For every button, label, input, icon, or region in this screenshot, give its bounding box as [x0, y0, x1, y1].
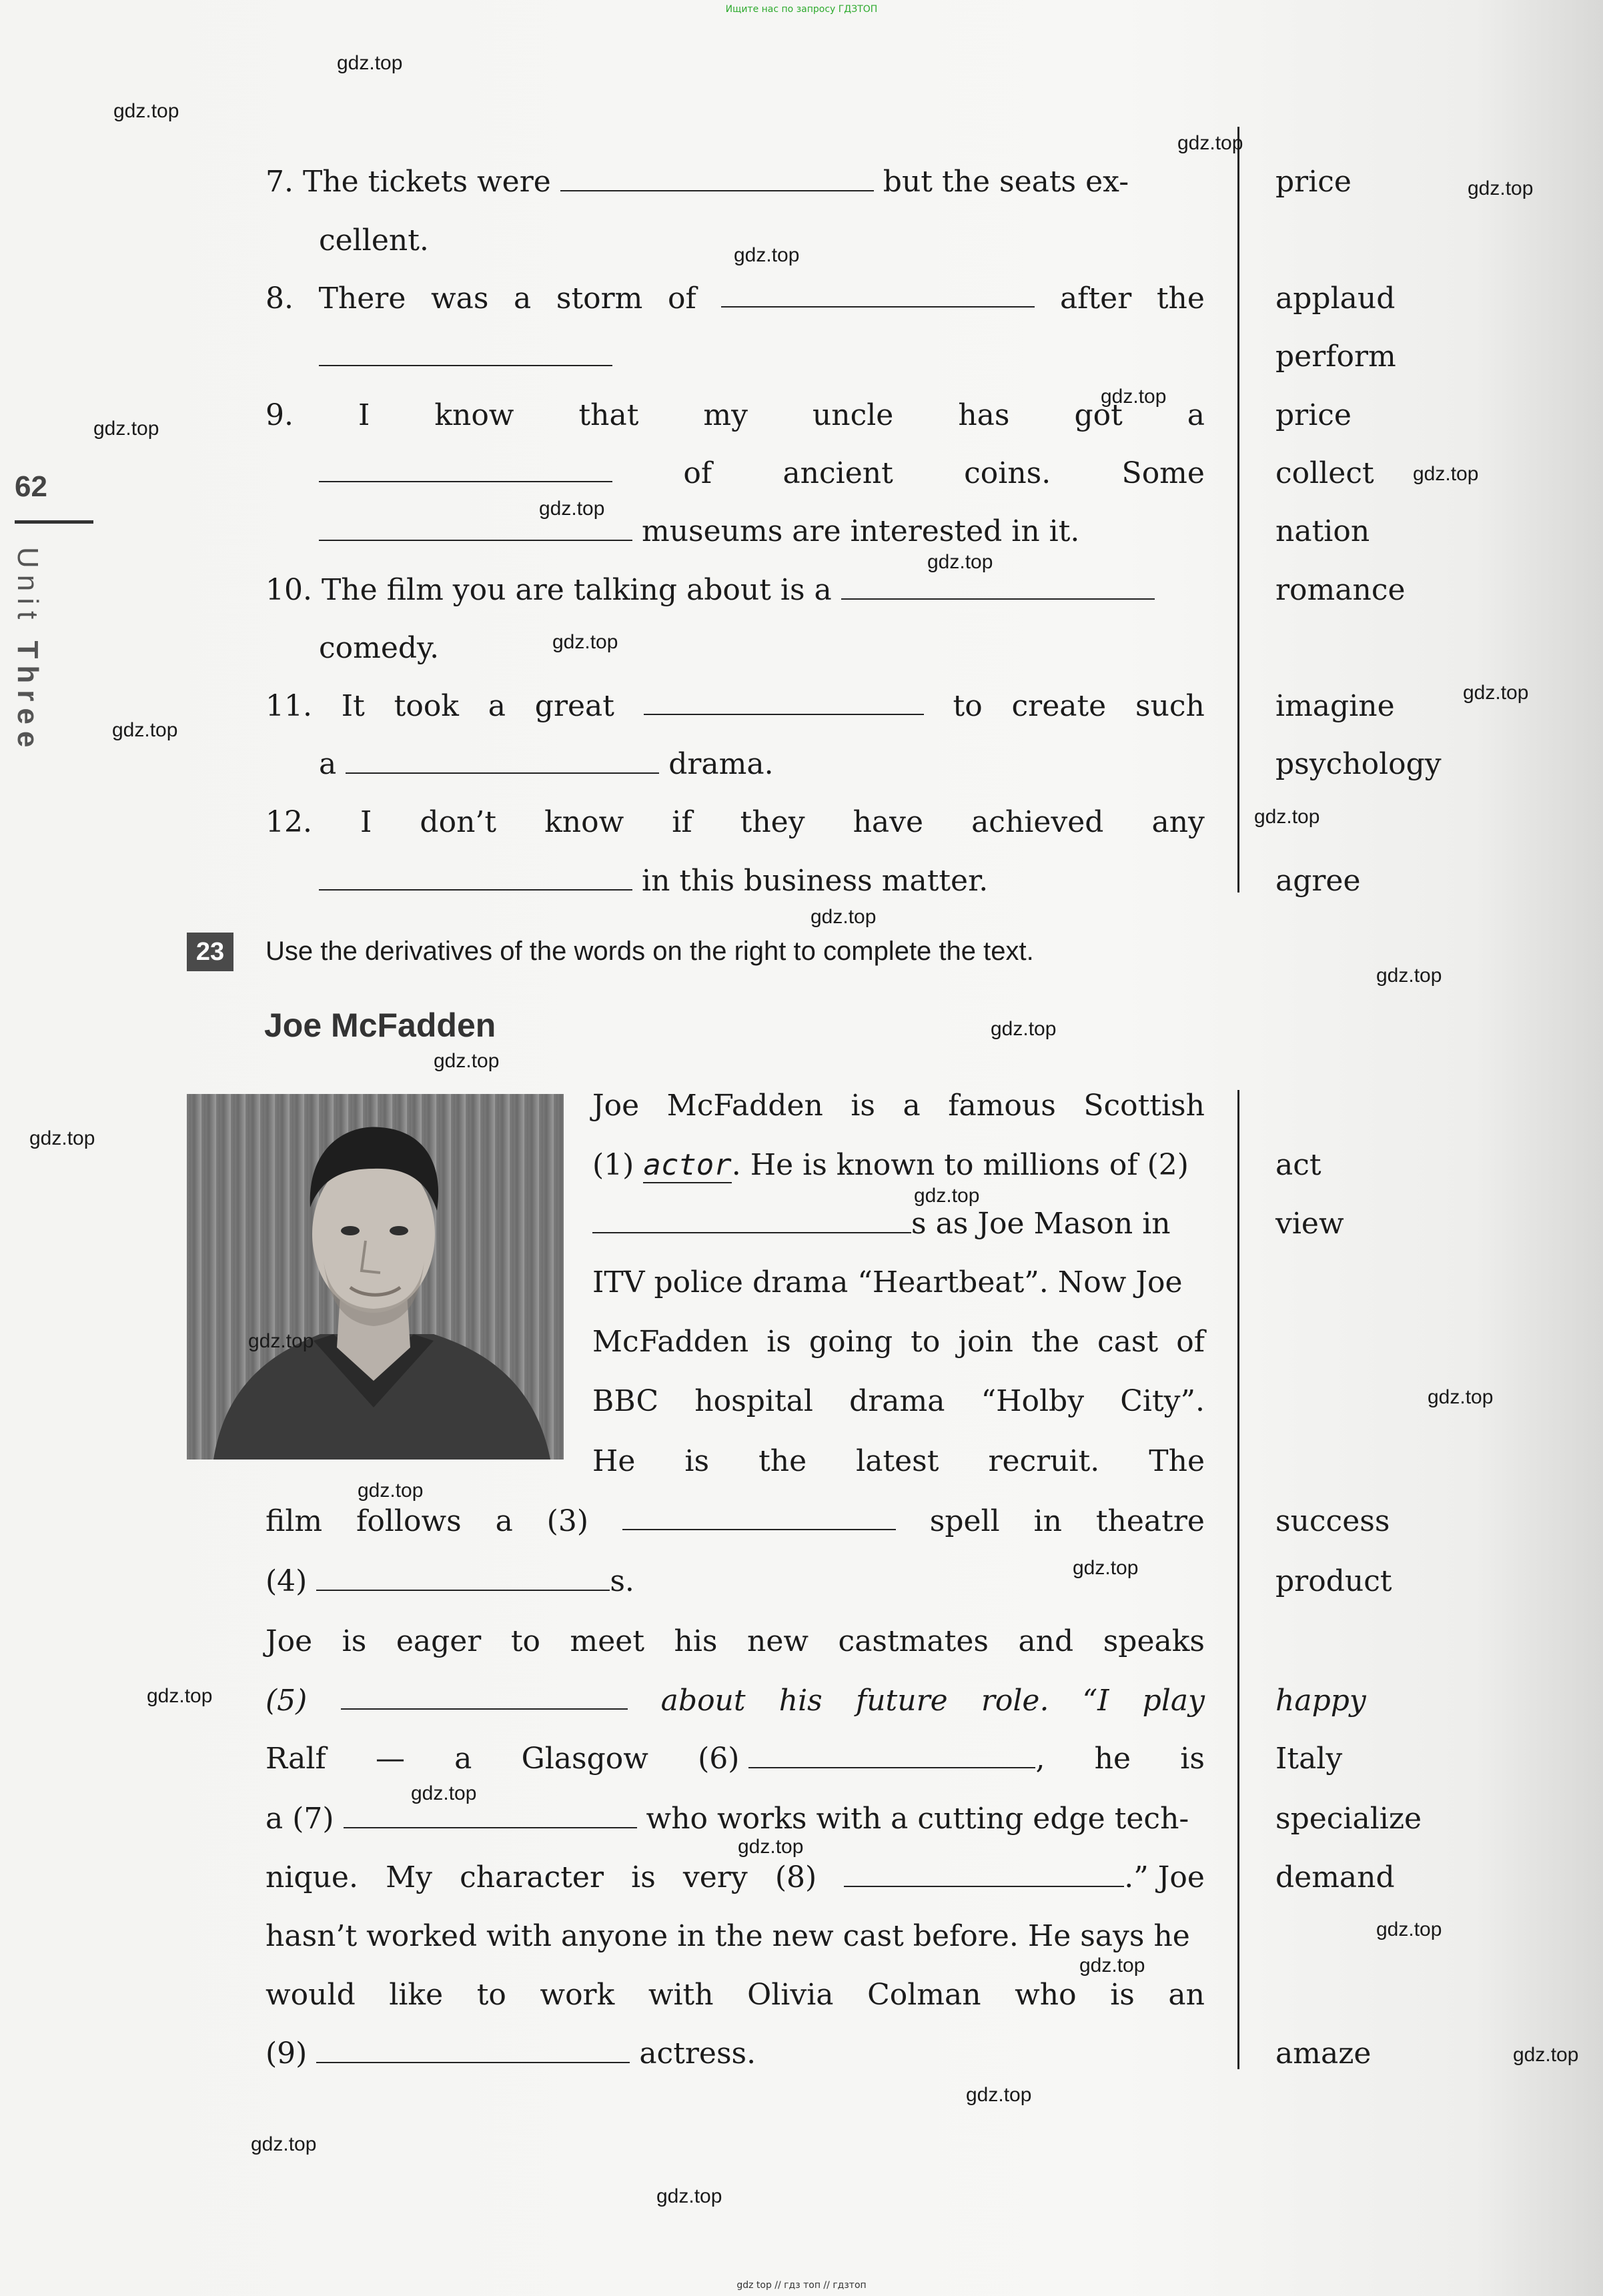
text: got: [1074, 398, 1123, 432]
answer-blank[interactable]: [346, 743, 659, 774]
watermark: gdz.top: [734, 244, 800, 266]
text: eager: [396, 1624, 482, 1658]
text: future: [855, 1684, 948, 1718]
word-cue: view: [1275, 1207, 1344, 1241]
ex23-line: [265, 1560, 1205, 1604]
ex23-line: [265, 1620, 1205, 1664]
word-cue: applaud: [1275, 281, 1396, 316]
text: about: [660, 1684, 746, 1718]
answer-blank[interactable]: [341, 1679, 628, 1710]
text: Olivia: [747, 1978, 834, 2012]
watermark: gdz.top: [251, 2133, 317, 2155]
text: of: [1176, 1325, 1205, 1359]
ex23-line: [265, 1500, 1205, 1544]
watermark: gdz.top: [1468, 177, 1534, 199]
text: a (7): [265, 1802, 334, 1836]
answer-blank[interactable]: [319, 336, 612, 366]
text: is: [851, 1089, 875, 1123]
text: 10. The film you are talking about is a: [265, 573, 832, 607]
text: work: [540, 1978, 615, 2012]
text: Glasgow: [521, 1742, 648, 1776]
ex22-line-10: [265, 568, 1205, 612]
text: cast: [1097, 1325, 1159, 1359]
watermark: gdz.top: [1463, 682, 1529, 704]
text: coins.: [964, 456, 1051, 490]
text: It: [341, 689, 365, 723]
text: who works with a cutting edge tech-: [646, 1802, 1189, 1836]
text: My: [386, 1860, 432, 1894]
ex22-line-12-cont: [319, 859, 1258, 903]
watermark: gdz.top: [1101, 386, 1167, 408]
text: comedy.: [319, 631, 440, 665]
watermark: gdz.top: [113, 100, 179, 122]
watermark: gdz.top: [1073, 1557, 1139, 1579]
text: a: [495, 1504, 513, 1538]
text: an: [1168, 1978, 1205, 2012]
text: Some: [1121, 456, 1205, 490]
text: a: [319, 747, 337, 781]
text: —: [375, 1742, 405, 1776]
text: s as Joe Mason in: [911, 1207, 1171, 1241]
watermark: gdz.top: [1428, 1386, 1494, 1408]
watermark: gdz.top: [966, 2084, 1032, 2106]
watermark: gdz.top: [1413, 463, 1479, 485]
text: in this business matter.: [642, 864, 989, 898]
text: is: [1180, 1742, 1205, 1776]
word-cue: price: [1275, 165, 1352, 199]
text: follows: [356, 1504, 462, 1538]
watermark: gdz.top: [811, 906, 877, 928]
text: Scottish: [1083, 1089, 1205, 1123]
text: his: [674, 1624, 718, 1658]
text: after: [1059, 281, 1132, 316]
text: the: [1156, 281, 1205, 316]
text: in: [1033, 1504, 1062, 1538]
word-cue: demand: [1275, 1860, 1395, 1894]
word-cue: collect: [1275, 456, 1374, 490]
text: famous: [948, 1089, 1056, 1123]
watermark: gdz.top: [738, 1836, 804, 1858]
text: know: [544, 805, 624, 839]
text: ancient: [782, 456, 893, 490]
text: .” Joe: [1124, 1860, 1205, 1894]
watermark: gdz.top: [1376, 965, 1442, 987]
watermark: gdz.top: [147, 1685, 213, 1707]
text: very: [682, 1860, 748, 1894]
watermark: gdz.top: [29, 1127, 95, 1149]
text: drama.: [668, 747, 774, 781]
answer-blank[interactable]: [644, 684, 924, 715]
text: film: [265, 1504, 323, 1538]
bottom-banner: gdz top // гдз топ // гдзтоп: [736, 2280, 867, 2291]
watermark: gdz.top: [1254, 806, 1320, 828]
ex22-line-9: [265, 394, 1205, 438]
page-number-rule: [15, 520, 93, 524]
watermark: gdz.top: [93, 418, 159, 440]
ex22-line-9-cont: [319, 452, 1205, 496]
word-cue: price: [1275, 398, 1352, 432]
ex23-line: [592, 1143, 1205, 1187]
answer-blank[interactable]: [319, 452, 612, 482]
text: of: [667, 281, 696, 316]
text: Joe: [265, 1624, 313, 1658]
text: (5): [265, 1684, 308, 1718]
text: (4): [265, 1564, 308, 1598]
word-cue: amaze: [1275, 2037, 1372, 2071]
watermark: gdz.top: [914, 1185, 980, 1207]
text: is: [766, 1325, 791, 1359]
ex23-line: [265, 1679, 1205, 1723]
text: have: [853, 805, 924, 839]
text: hospital: [694, 1384, 813, 1418]
text: his: [778, 1684, 823, 1718]
ex23-line: [265, 1914, 1205, 1958]
watermark: gdz.top: [434, 1050, 500, 1072]
word-cue: success: [1275, 1504, 1390, 1538]
watermark: gdz.top: [248, 1330, 314, 1352]
text: a: [488, 689, 506, 723]
article-title: Joe McFadden: [264, 1007, 496, 1044]
watermark: gdz.top: [539, 498, 605, 520]
ex22-line-8: [265, 277, 1205, 321]
text: 7. The tickets were: [265, 165, 551, 199]
text: a: [454, 1742, 472, 1776]
ex22-line-12: [265, 800, 1205, 844]
answer-blank[interactable]: [316, 1560, 610, 1591]
text: McFadden: [592, 1325, 749, 1359]
watermark: gdz.top: [1513, 2044, 1579, 2066]
text: 8.: [265, 281, 294, 316]
exercise-23-badge: 23: [187, 933, 233, 971]
text: (8): [774, 1860, 817, 1894]
text: to: [953, 689, 983, 723]
text: has: [958, 398, 1010, 432]
text: such: [1135, 689, 1205, 723]
text: is: [631, 1860, 656, 1894]
watermark: gdz.top: [1079, 1954, 1145, 1976]
text: he: [1094, 1742, 1131, 1776]
text: uncle: [812, 398, 894, 432]
word-cue: specialize: [1275, 1802, 1422, 1836]
text: like: [389, 1978, 444, 2012]
exercise-23-instruction: Use the derivatives of the words on the right to complete the text.: [265, 937, 1034, 966]
ex23-line: [265, 2032, 1205, 2076]
text: a: [903, 1089, 921, 1123]
text: 11.: [265, 689, 312, 723]
answer-blank[interactable]: [844, 1856, 1124, 1887]
text: with: [648, 1978, 714, 2012]
text: cellent.: [319, 223, 429, 257]
text: castmates: [838, 1624, 989, 1658]
text: Joe: [592, 1089, 640, 1123]
watermark: gdz.top: [927, 551, 993, 573]
text: speaks: [1103, 1624, 1205, 1658]
example-answer: actor: [643, 1148, 732, 1182]
ex23-line: [265, 1737, 1205, 1781]
text: new: [747, 1624, 809, 1658]
answer-blank[interactable]: [841, 569, 1155, 600]
word-cue: agree: [1275, 864, 1361, 898]
text: ITV police drama “Heartbeat”. Now Joe: [592, 1265, 1183, 1299]
word-cue: nation: [1275, 514, 1370, 548]
watermark: gdz.top: [656, 2185, 722, 2207]
unit-number: Three: [11, 640, 44, 754]
ex22-line-9-cont2: [319, 510, 1258, 554]
text: “Holby: [981, 1384, 1085, 1418]
watermark: gdz.top: [1376, 1918, 1442, 1940]
top-banner: Ищите нас по запросу ГДЗТОП: [725, 4, 878, 15]
text: is: [342, 1624, 367, 1658]
watermark: gdz.top: [358, 1480, 424, 1502]
watermark: gdz.top: [337, 52, 403, 74]
text: if: [672, 805, 692, 839]
text: great: [534, 689, 614, 723]
text: a: [1187, 398, 1205, 432]
column-divider-23: [1237, 1090, 1239, 2069]
text: latest: [856, 1444, 939, 1478]
word-cue: act: [1275, 1148, 1321, 1182]
text: character: [460, 1860, 604, 1894]
ex23-line: [265, 1973, 1205, 2017]
word-cue: product: [1275, 1564, 1392, 1598]
watermark: gdz.top: [411, 1782, 477, 1804]
text: the: [1031, 1325, 1080, 1359]
text: any: [1151, 805, 1205, 839]
text: drama: [849, 1384, 945, 1418]
ex23-line: [592, 1202, 1205, 1246]
text: to: [476, 1978, 506, 2012]
answer-blank[interactable]: [319, 860, 632, 891]
watermark: gdz.top: [991, 1018, 1057, 1040]
answer-blank[interactable]: [748, 1738, 1035, 1768]
answer-blank[interactable]: [592, 1203, 911, 1233]
text: spell: [929, 1504, 1000, 1538]
ex23-line: [592, 1320, 1205, 1364]
text: role.: [981, 1684, 1049, 1718]
text: I: [360, 805, 372, 839]
text: s.: [610, 1564, 634, 1598]
text: Ralf: [265, 1742, 326, 1776]
text: and: [1018, 1624, 1074, 1658]
actor-photo: [187, 1094, 564, 1460]
ex22-line-7: [265, 160, 1205, 204]
word-cue: imagine: [1275, 689, 1395, 723]
watermark: gdz.top: [1177, 132, 1243, 154]
word-cue: Italy: [1275, 1742, 1343, 1776]
text: my: [703, 398, 748, 432]
watermark: gdz.top: [552, 631, 618, 653]
text: meet: [570, 1624, 644, 1658]
text: McFadden: [666, 1089, 823, 1123]
text: ex-: [1085, 165, 1129, 199]
text: going: [809, 1325, 893, 1359]
answer-blank[interactable]: [721, 277, 1035, 308]
ex23-line: [592, 1261, 1205, 1305]
answer-blank[interactable]: [344, 1798, 637, 1828]
ex23-line: [265, 1797, 1205, 1841]
text: BBC: [592, 1384, 659, 1418]
text: “I: [1082, 1684, 1109, 1718]
ex22-line-11-cont: [319, 742, 1258, 786]
text: The: [1149, 1444, 1205, 1478]
text: (1): [592, 1148, 634, 1182]
text: hasn’t worked with anyone in the new cast before. He says he: [265, 1919, 1190, 1953]
word-cue: happy: [1275, 1684, 1366, 1718]
text: to: [911, 1325, 941, 1359]
text: storm: [556, 281, 643, 316]
text: the: [758, 1444, 807, 1478]
text: would: [265, 1978, 356, 2012]
text: that: [578, 398, 639, 432]
word-cue: psychology: [1275, 747, 1442, 781]
unit-word: Unit: [11, 547, 44, 626]
unit-label: [11, 547, 44, 754]
text: actress.: [639, 2037, 756, 2071]
text: is: [684, 1444, 710, 1478]
ex23-line: [592, 1440, 1205, 1484]
ex22-line-11: [265, 684, 1205, 728]
text: . He is known to millions of (2): [731, 1148, 1189, 1182]
text: was: [430, 281, 489, 316]
word-cue: romance: [1275, 573, 1406, 607]
text: of: [683, 456, 712, 490]
answer-blank[interactable]: [560, 161, 874, 191]
text: recruit.: [988, 1444, 1100, 1478]
page-number: 62: [15, 470, 47, 503]
text: but the seats: [883, 165, 1077, 199]
ex22-line-8-cont: [319, 335, 1258, 379]
text: (9): [265, 2037, 308, 2071]
text: who: [1015, 1978, 1077, 2012]
text: is: [1110, 1978, 1135, 2012]
text: 12.: [265, 805, 312, 839]
watermark: gdz.top: [112, 719, 178, 741]
ex22-line-10-cont: [319, 626, 1258, 670]
text: theatre: [1095, 1504, 1205, 1538]
ex23-line: [592, 1379, 1205, 1423]
text: join: [958, 1325, 1013, 1359]
text: took: [394, 689, 459, 723]
text: (6): [698, 1742, 740, 1776]
text: (3): [546, 1504, 588, 1538]
text: ,: [1035, 1742, 1045, 1776]
answer-blank[interactable]: [622, 1500, 896, 1530]
text: There: [318, 281, 406, 316]
word-cue: perform: [1275, 340, 1396, 374]
answer-blank[interactable]: [316, 2033, 630, 2063]
text: Colman: [867, 1978, 981, 2012]
ex23-line: [592, 1084, 1205, 1128]
ex23-line: [265, 1856, 1205, 1900]
text: know: [434, 398, 514, 432]
text: He: [592, 1444, 636, 1478]
text: to: [510, 1624, 541, 1658]
text: City”.: [1120, 1384, 1205, 1418]
text: they: [740, 805, 805, 839]
text: play: [1142, 1684, 1205, 1718]
text: don’t: [420, 805, 497, 839]
text: 9.: [265, 398, 294, 432]
text: museums are interested in it.: [642, 514, 1080, 548]
text: achieved: [971, 805, 1104, 839]
text: create: [1011, 689, 1107, 723]
text: a: [514, 281, 532, 316]
text: I: [358, 398, 370, 432]
text: nique.: [265, 1860, 358, 1894]
